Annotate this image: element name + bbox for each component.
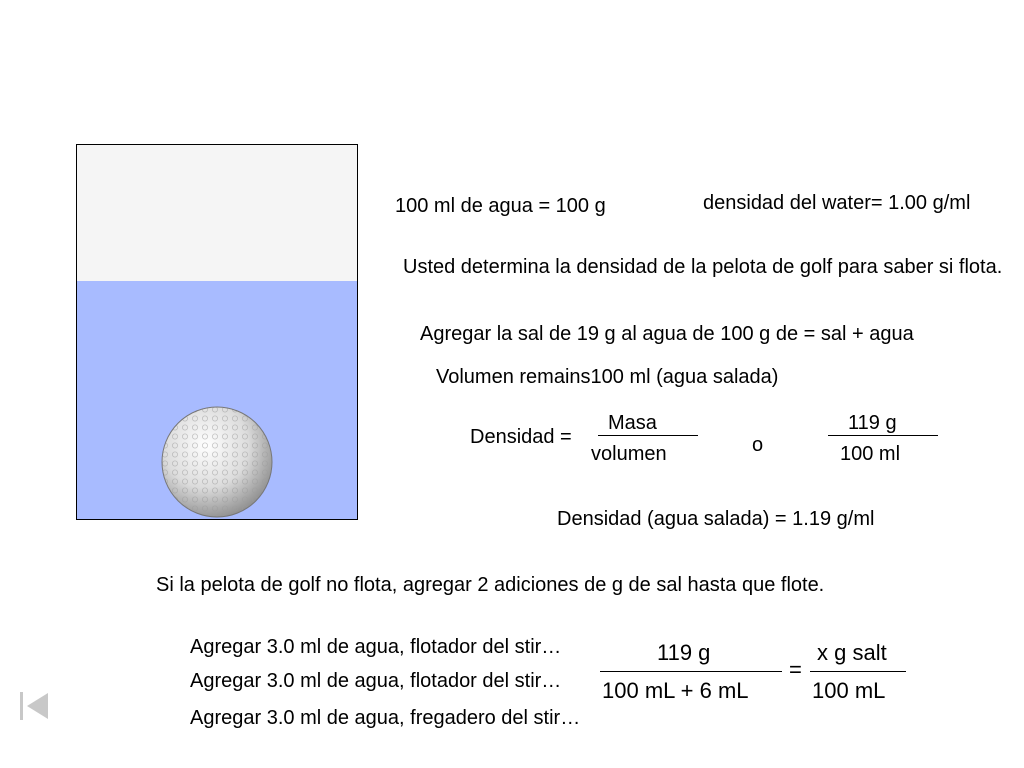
- fraction-119g: 119 g: [848, 412, 897, 434]
- eq-left-denominator: 100 mL + 6 mL: [602, 678, 749, 703]
- skip-back-icon[interactable]: [18, 690, 50, 722]
- golf-ball-icon: [160, 405, 274, 519]
- density-label: Densidad =: [470, 426, 572, 448]
- fraction-mass: Masa: [608, 412, 657, 434]
- eq-right-numerator: x g salt: [817, 640, 887, 665]
- eq-equals: =: [789, 657, 802, 682]
- fraction-100ml: 100 ml: [840, 443, 901, 465]
- beaker: [76, 144, 358, 520]
- step-2: Agregar 3.0 ml de agua, flotador del stir…: [190, 670, 562, 692]
- fraction-line: [598, 435, 698, 436]
- volume-text: Volumen remains100 ml (agua salada): [436, 366, 779, 388]
- eq-left-numerator: 119 g: [657, 640, 711, 665]
- density-result: Densidad (agua salada) = 1.19 g/ml: [557, 508, 875, 530]
- fraction-volume: volumen: [591, 443, 667, 465]
- step-1: Agregar 3.0 ml de agua, flotador del stir…: [190, 636, 562, 658]
- add-salt-text: Agregar la sal de 19 g al agua de 100 g de = sal + agua: [420, 323, 914, 345]
- water-mass-text: 100 ml de agua = 100 g: [395, 195, 606, 217]
- or-word: o: [752, 434, 764, 456]
- eq-right-line: [810, 671, 906, 672]
- determine-text: Usted determina la densidad de la pelota de golf para saber si flota.: [403, 256, 1003, 278]
- step-3: Agregar 3.0 ml de agua, fregadero del stir…: [190, 707, 581, 729]
- water-density-text: densidad del water= 1.00 g/ml: [703, 192, 971, 214]
- fraction-line-2: [828, 435, 938, 436]
- eq-left-line: [600, 671, 782, 672]
- instruction-text: Si la pelota de golf no flota, agregar 2 adiciones de g de sal hasta que flote.: [156, 574, 825, 596]
- eq-right-denominator: 100 mL: [812, 678, 886, 703]
